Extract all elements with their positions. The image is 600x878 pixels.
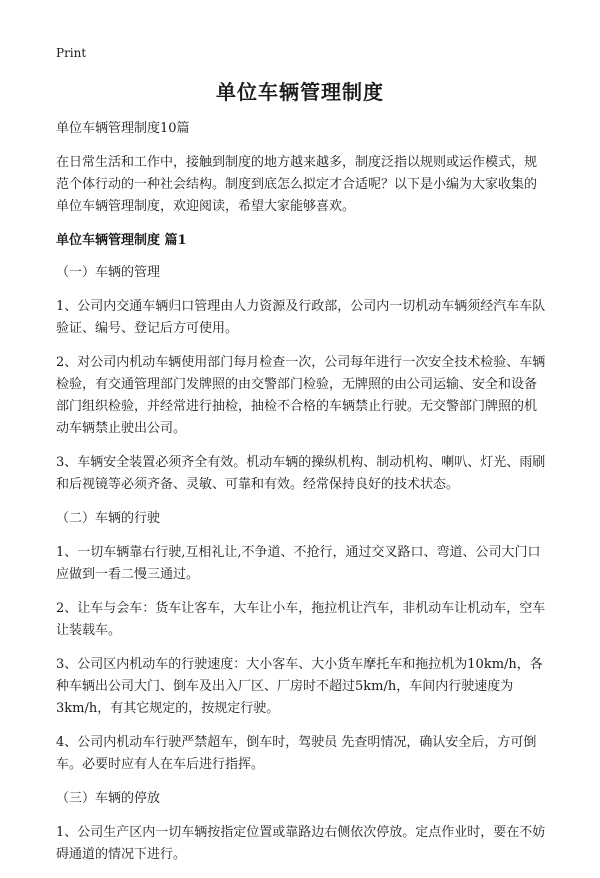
body-paragraph: 4、公司内机动车行驶严禁超车，倒车时，驾驶员 先查明情况，确认安全后，方可倒车。必要时应有人在车后进行指挥。	[56, 735, 537, 772]
body-paragraph: 3、公司区内机动车的行驶速度：大小客车、大小货车摩托车和拖拉机为10km/h，各种车辆出公司大门、倒车及出入厂区、厂房时不超过5km/h，车间内行驶速度为3km/h，有其它规定的，按规定行驶。	[56, 657, 543, 716]
body-paragraph: 2、对公司内机动车辆使用部门每月检查一次，公司每年进行一次安全技术检验、车辆检验，有交通管理部门发牌照的由交警部门检验，无牌照的由公司运输、安全和设备部门组织检验，并经常进行抽检，抽检不合格的车辆禁止行驶。无交警部门牌照的机动车辆禁止驶出公司。	[56, 355, 546, 436]
section-title: （三）车辆的停放	[56, 791, 161, 806]
body-paragraph: 1、公司内交通车辆归口管理由人力资源及行政部，公司内一切机动车辆须经汽车车队验证、编号、登记后方可使用。	[56, 299, 546, 336]
intro-paragraph: 在日常生活和工作中，接触到制度的地方越来越多，制度泛指以规则或运作模式，规范个体行动的一种社会结构。制度到底怎么拟定才合适呢？以下是小编为大家收集的单位车辆管理制度，欢迎阅读，希望大家能够喜欢。	[56, 155, 538, 214]
document-subtitle: 单位车辆管理制度10篇	[56, 121, 190, 136]
body-paragraph: 3、车辆安全装置必须齐全有效。机动车辆的操纵机构、制动机构、喇叭、灯光、雨刷和后视镜等必须齐备、灵敏、可靠和有效。经常保持良好的技术状态。	[56, 455, 546, 492]
document-body	[56, 118, 548, 878]
page-title: 单位车辆管理制度	[216, 80, 384, 104]
body-paragraph: 1、公司生产区内一切车辆按指定位置或靠路边右侧依次停放。定点作业时，要在不妨碍通道的情况下进行。	[56, 825, 546, 862]
body-paragraph: 1、一切车辆靠右行驶,互相礼让,不争道、不抢行，通过交叉路口、弯道、公司大门口应做到一看二慢三通过。	[56, 545, 541, 582]
section-title: （一）车辆的管理	[56, 265, 161, 280]
body-paragraph: 2、让车与会车：货车让客车，大车让小车，拖拉机让汽车，非机动车让机动车，空车让装载车。	[56, 601, 546, 638]
print-link[interactable]: Print	[56, 46, 87, 60]
section-title: （二）车辆的行驶	[56, 511, 161, 526]
article-heading: 单位车辆管理制度 篇1	[56, 233, 187, 248]
